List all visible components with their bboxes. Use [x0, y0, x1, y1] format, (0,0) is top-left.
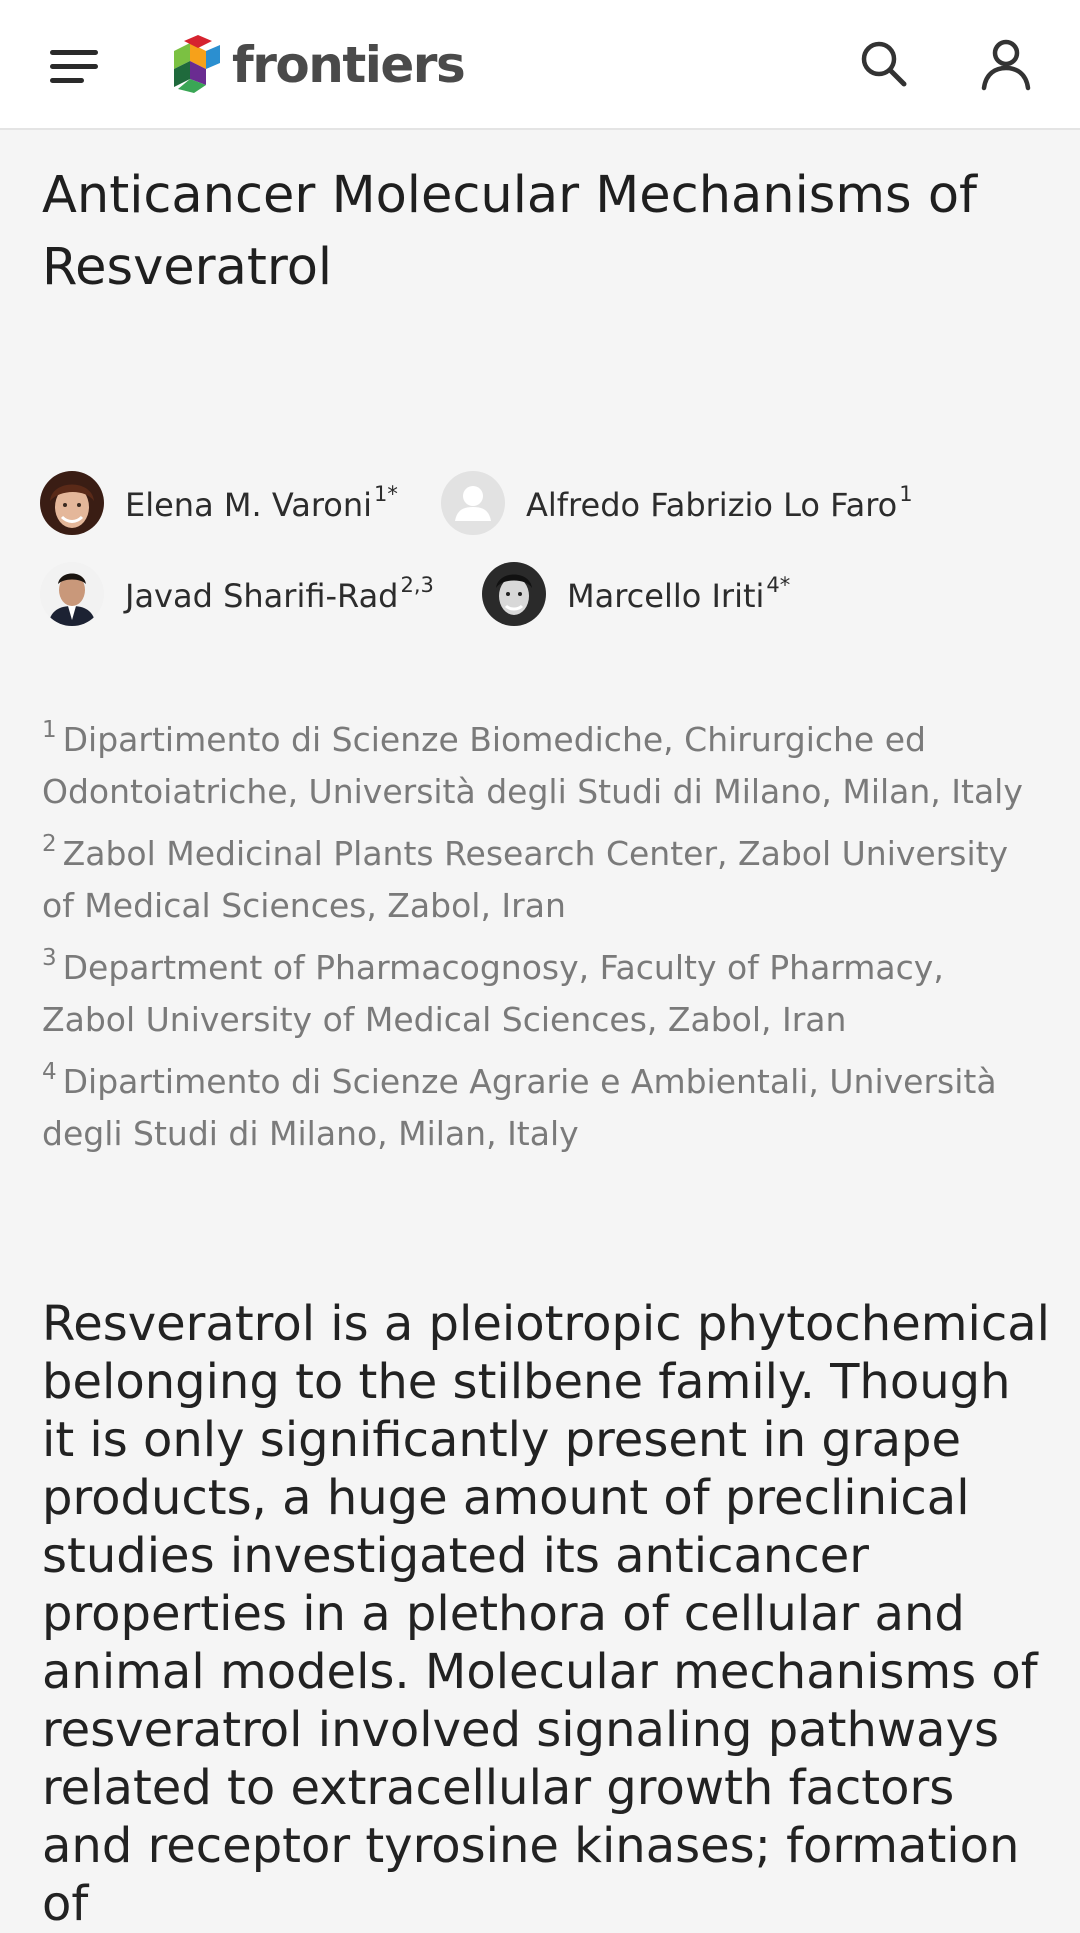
affiliation-item [42, 1046, 1042, 1160]
author-javad-sharifi-rad[interactable] [40, 561, 434, 627]
top-app-bar [0, 0, 1080, 130]
default-avatar-icon [441, 471, 505, 535]
author-name: Alfredo Fabrizio Lo Faro$^1$ [526, 482, 913, 524]
author-affiliation-sup: 1* [374, 482, 398, 506]
author-affiliation-sup: 4* [766, 573, 791, 597]
affiliation-number: 1 [42, 717, 57, 743]
author-avatar [482, 562, 546, 626]
affiliation-text: Dipartimento di Scienze Agrarie e Ambientali, Università degli Studi di Milano, Milan, Italy [42, 1062, 997, 1153]
affiliation-text: Zabol Medicinal Plants Research Center, Zabol University of Medical Sciences, Zabol, Iran [42, 834, 1009, 925]
author-name: Marcello Iriti$^{4*}$ [567, 573, 791, 615]
affiliation-number: 3 [42, 945, 57, 971]
author-affiliation-sup: 1 [899, 482, 913, 506]
affiliation-number: 2 [42, 831, 57, 857]
article-abstract: Resveratrol is a pleiotropic phytochemical belonging to the stilbene family. Though it is only significantly present in grape products, a huge amount of preclinical studies investigated its anticancer properties in a plethora of cellular and animal models. Molecular mechanisms of resveratrol involved signaling pathways related to extracellular growth factors and receptor tyrosine kinases; formation of [42, 1296, 1050, 1932]
affiliation-item [42, 704, 1042, 818]
hamburger-menu-icon[interactable] [48, 44, 102, 88]
search-icon[interactable] [856, 36, 912, 92]
affiliation-item [42, 932, 1042, 1046]
author-elena-varoni[interactable] [40, 470, 398, 536]
affiliation-text: Department of Pharmacognosy, Faculty of Pharmacy, Zabol University of Medical Sciences, Zabol, Iran [42, 948, 944, 1039]
article-title: Anticancer Molecular Mechanisms of Resveratrol [42, 166, 977, 297]
frontiers-logo-mark-icon [168, 33, 224, 97]
author-name: Javad Sharifi-Rad$^{2,3}$ [125, 573, 434, 615]
author-marcello-iriti[interactable] [482, 561, 790, 627]
affiliation-item [42, 818, 1042, 932]
affiliation-number: 4 [42, 1059, 57, 1085]
author-avatar [40, 471, 104, 535]
author-avatar [40, 562, 104, 626]
frontiers-logo[interactable] [168, 32, 464, 98]
affiliation-text: Dipartimento di Scienze Biomediche, Chirurgiche ed Odontoiatriche, Università degli Studi di Milano, Milan, Italy [42, 720, 1023, 811]
user-icon[interactable] [978, 36, 1034, 92]
author-alfredo-lo-faro[interactable] [441, 470, 913, 536]
author-affiliation-sup: 2,3 [400, 573, 434, 597]
brand-name: frontiers [232, 36, 465, 94]
author-name: Elena M. Varoni$^{1*}$ [125, 482, 398, 524]
affiliations-list [42, 704, 1042, 1160]
